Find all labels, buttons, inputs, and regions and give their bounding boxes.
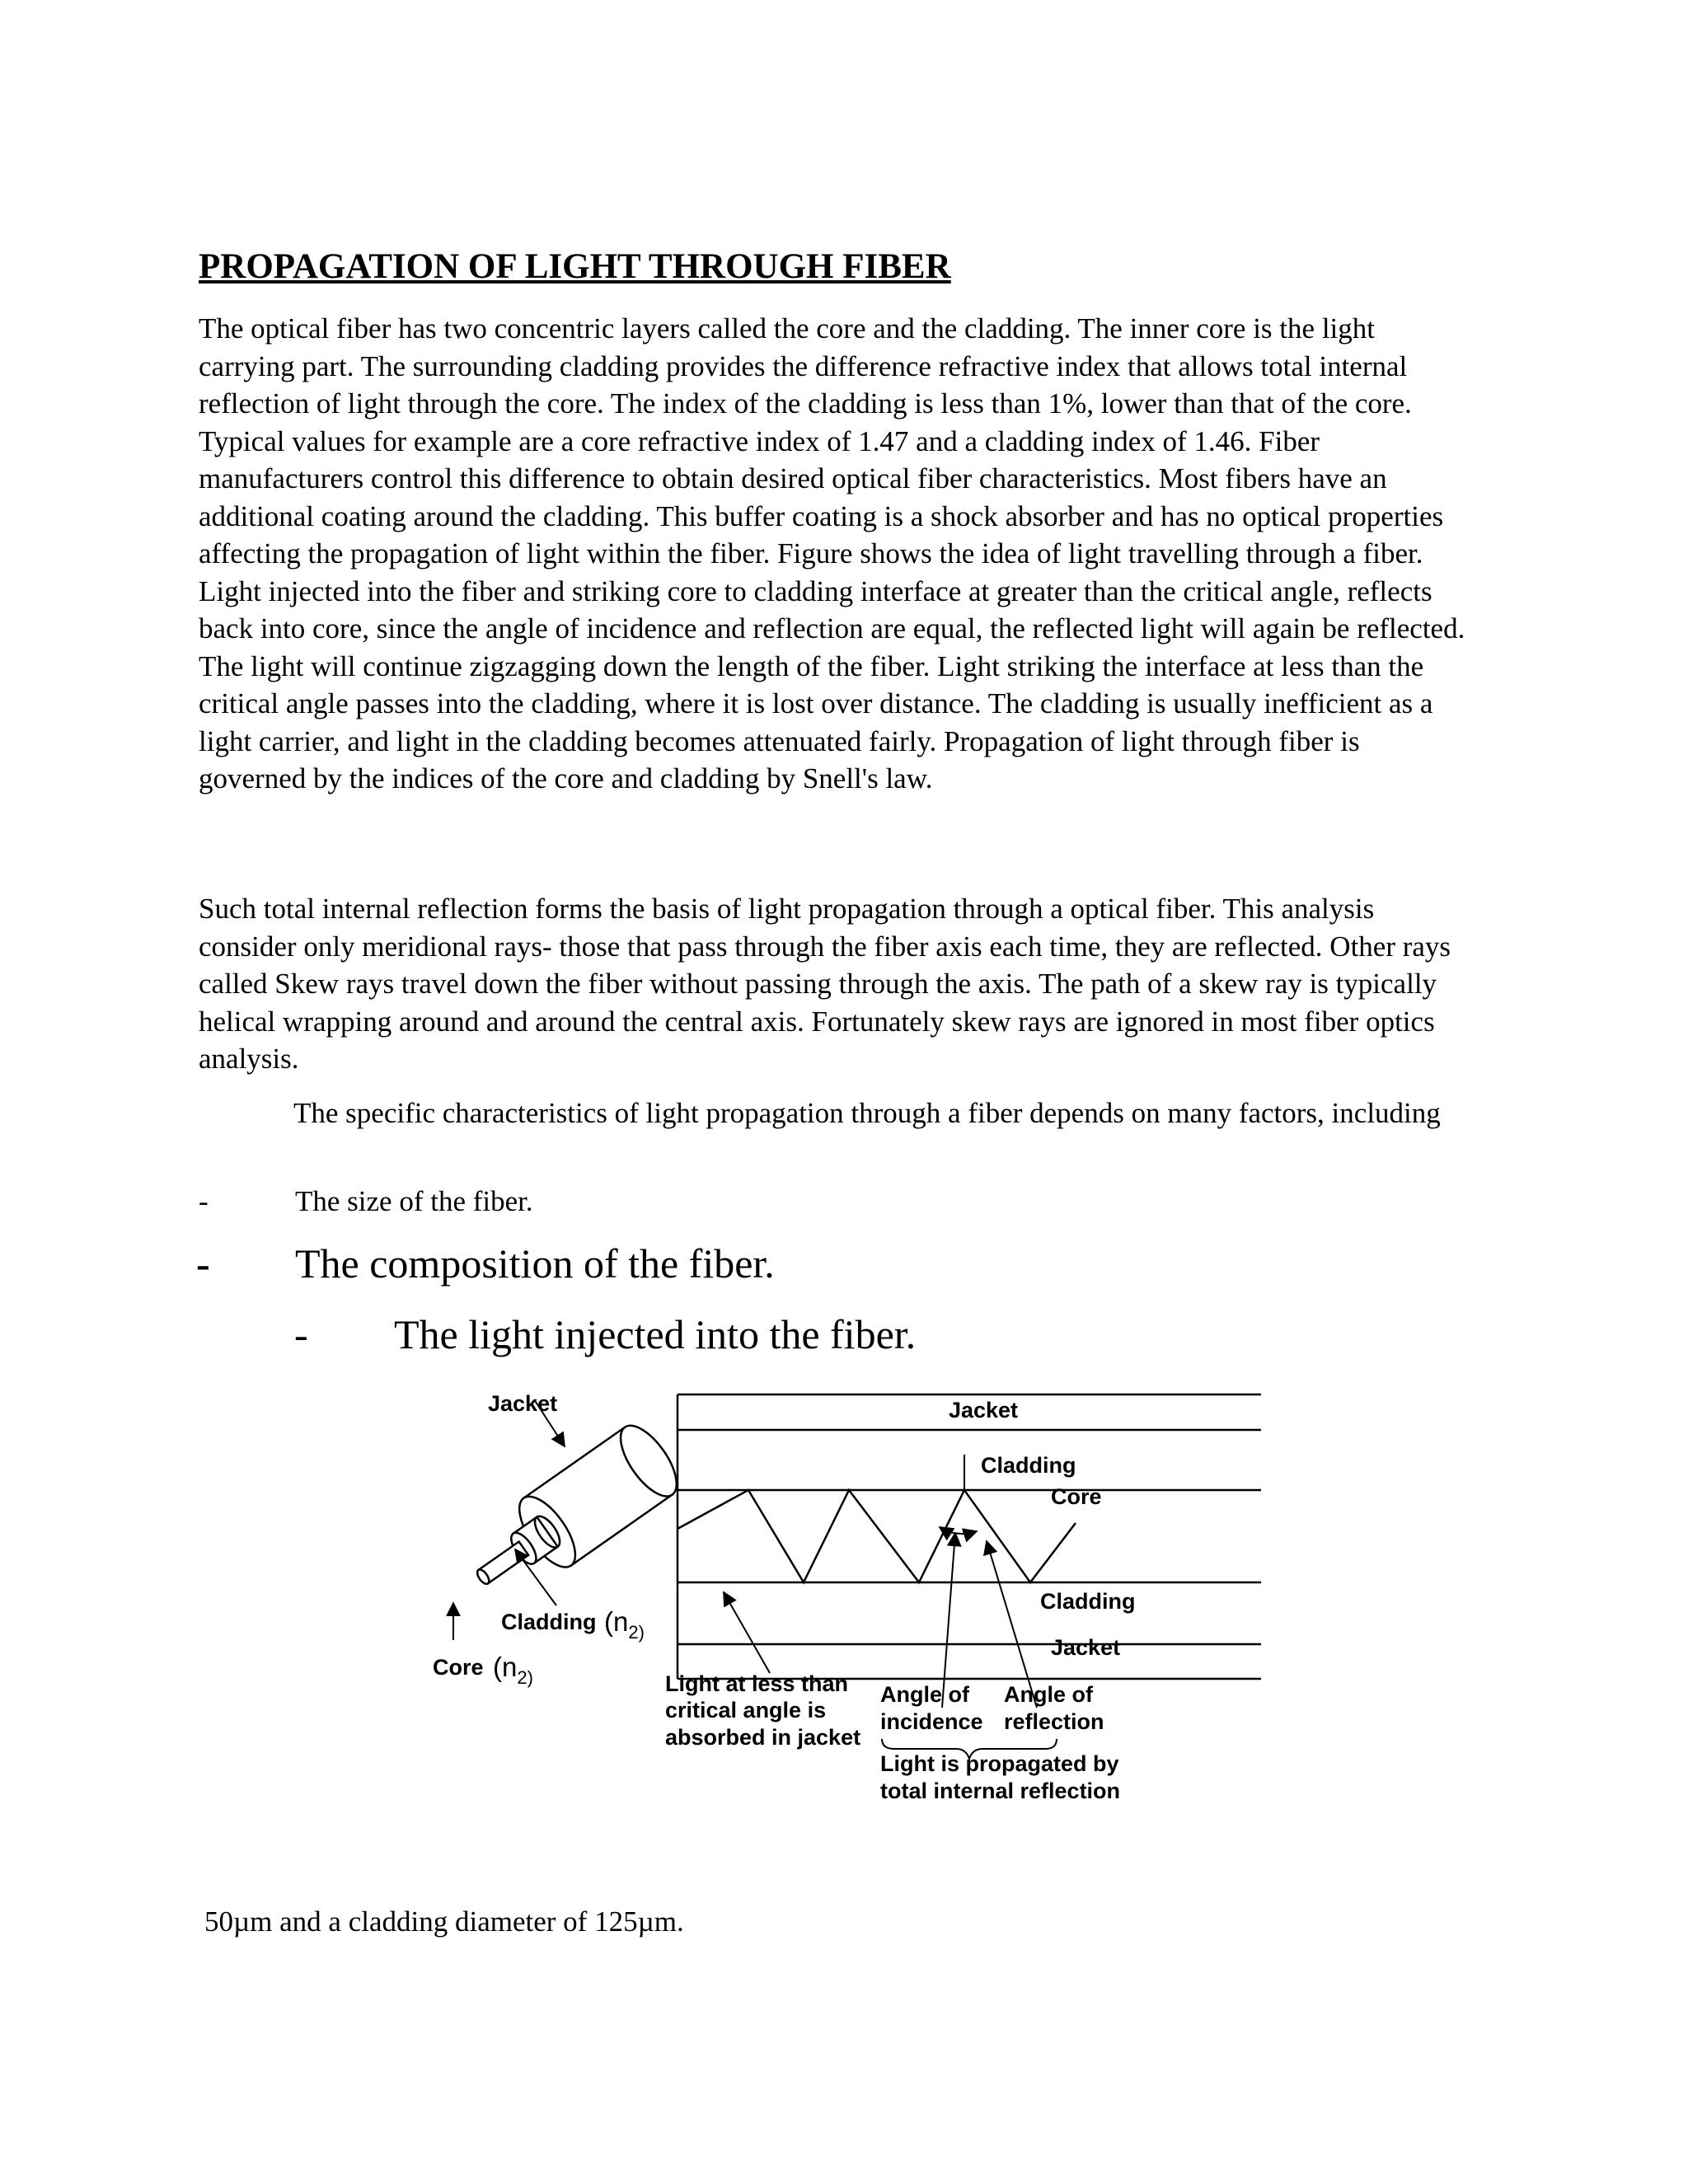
- reflection-annotation-line1: Angle of: [1004, 1682, 1093, 1707]
- fiber-cable-illustration: [456, 1417, 687, 1613]
- fiber-dimensions-text: 50µm and a cladding diameter of 125µm.: [204, 1905, 684, 1938]
- cable-jacket-label: Jacket: [488, 1391, 558, 1416]
- propagated-annotation-line2: total internal reflection: [880, 1779, 1121, 1803]
- fiber-cross-section: [678, 1394, 1261, 1679]
- core-index-label: ($n_{2)}$: [493, 1652, 533, 1688]
- list-item-text: The composition of the fiber.: [295, 1240, 775, 1286]
- absorbed-annotation-line1: Light at less than: [665, 1671, 849, 1696]
- absorbed-annotation-line3: absorbed in jacket: [665, 1725, 861, 1750]
- absorbed-light-pointer: [724, 1592, 770, 1673]
- fiber-propagation-figure: [412, 1368, 1269, 1830]
- cable-core-label: Core: [433, 1655, 484, 1680]
- propagated-annotation-line1: Light is propagated by: [880, 1751, 1119, 1776]
- list-item-text: The light injected into the fiber.: [394, 1311, 917, 1357]
- list-marker: -: [196, 1240, 210, 1286]
- incidence-annotation-line2: incidence: [880, 1709, 983, 1734]
- light-ray-zigzag: [678, 1490, 1076, 1582]
- list-item-text: The size of the fiber.: [295, 1185, 533, 1217]
- incidence-annotation-line1: Angle of: [880, 1682, 969, 1707]
- absorbed-annotation-line2: critical angle is: [665, 1698, 827, 1722]
- page-title: PROPAGATION OF LIGHT THROUGH FIBER: [199, 247, 951, 286]
- cladding-index-label: ($n_{2)}$: [604, 1606, 645, 1643]
- cladding-top-label: Cladding: [981, 1453, 1076, 1478]
- cable-cladding-label: Cladding: [501, 1610, 597, 1634]
- list-marker: -: [199, 1185, 209, 1217]
- paragraph-propagation-factors: The specific characteristics of light propagation through a fiber depends on many factors, including: [293, 1097, 1441, 1129]
- cladding-bottom-label: Cladding: [1040, 1589, 1136, 1614]
- list-marker: -: [294, 1311, 308, 1357]
- jacket-bottom-label: Jacket: [1051, 1635, 1121, 1660]
- reflection-annotation-line2: reflection: [1004, 1709, 1104, 1734]
- paragraph-total-internal-reflection: Such total internal reflection forms the basis of light propagation through a optical fiber. This analysis consider only meridional rays- those that pass through the fiber axis each time, they are reflected. Other rays called Skew rays travel down the fiber without passing through the axis. The path of a skew ray is typically helical wrapping around and around the central axis. Fortunately skew rays are ignored in most fiber optics analysis.: [199, 893, 1451, 1075]
- paragraph-core-cladding: The optical fiber has two concentric layers called the core and the cladding. The inner core is the light carrying part. The surrounding cladding provides the difference refractive index that allows total internal reflection of light through the core. The index of the cladding is less than 1%, lower than that of the core. Typical values for example are a core refractive index of 1.47 and a cladding index of 1.46. Fiber manufacturers control this difference to obtain desired optical fiber characteristics. Most fibers have an additional coating around the cladding. This buffer coating is a shock absorber and has no optical properties affecting the propagation of light within the fiber. Figure shows the idea of light travelling through a fiber. Light injected into the fiber and striking core to cladding interface at greater than the critical angle, reflects back into core, since the angle of incidence and reflection are equal, the reflected light will again be reflected. The light will continue zigzagging down the length of the fiber. Light striking the interface at less than the critical angle passes into the cladding, where it is lost over distance. The cladding is usually inefficient as a light carrier, and light in the cladding becomes attenuated fairly. Propagation of light through fiber is governed by the indices of the core and cladding by Snell's law.: [199, 312, 1465, 794]
- core-label: Core: [1051, 1484, 1102, 1509]
- jacket-top-label: Jacket: [948, 1398, 1019, 1422]
